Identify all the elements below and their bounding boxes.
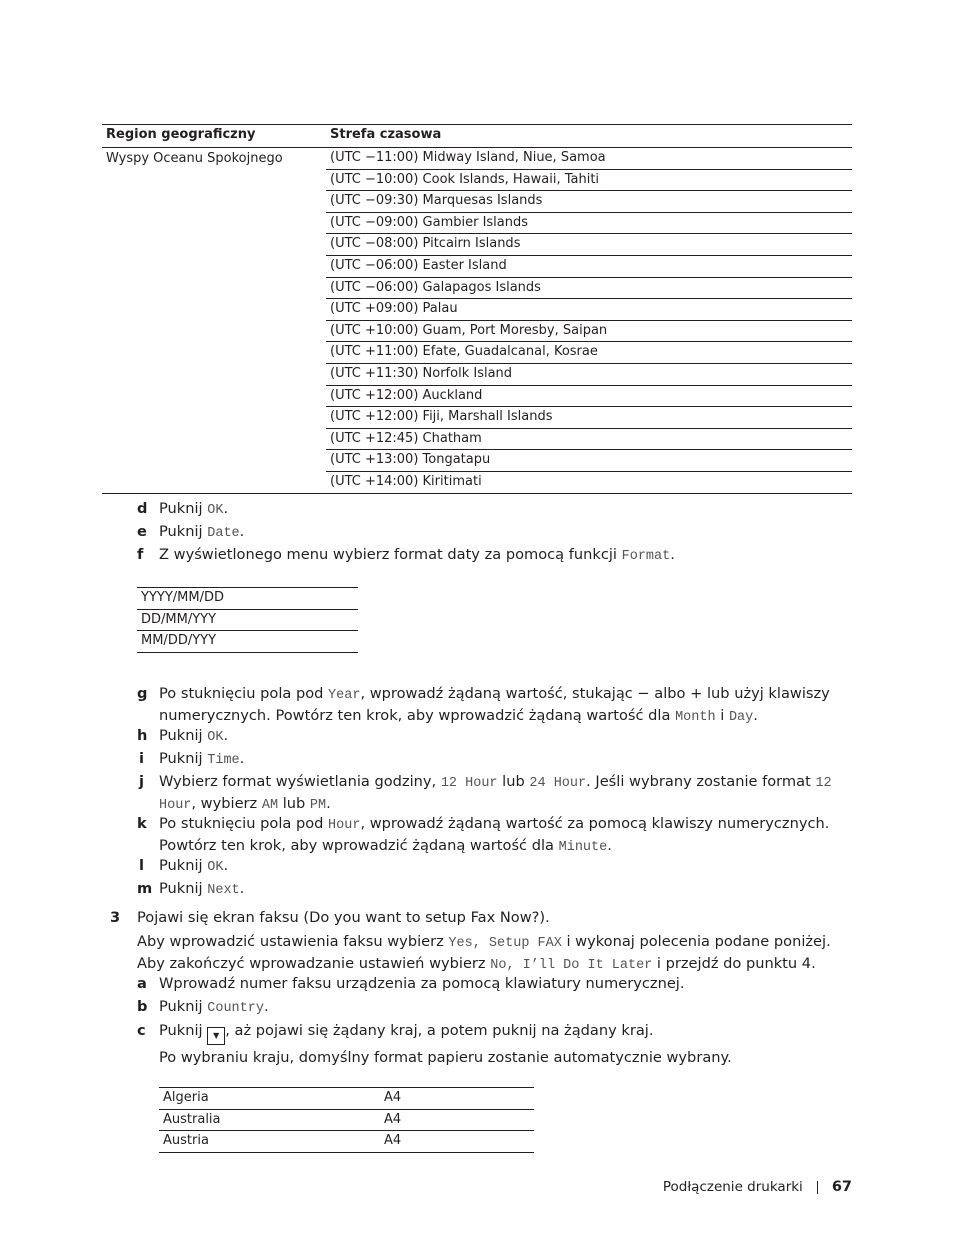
code-format: Format bbox=[621, 549, 671, 564]
step-text: Wprowadź numer faksu urządzenia za pomocą klawiatury numerycznej. bbox=[159, 975, 685, 992]
table-row: (UTC +11:30) Norfolk Island bbox=[326, 364, 852, 386]
step-letter: c bbox=[137, 1022, 146, 1039]
page-number: 67 bbox=[831, 1179, 852, 1195]
timezone-table-header bbox=[102, 125, 852, 148]
timezone-table bbox=[102, 124, 852, 494]
table-row: DD/MM/YYY bbox=[137, 610, 358, 632]
step-text: Puknij Next. bbox=[159, 880, 245, 898]
step-text: Po stuknięciu pola pod Hour, wprowadź żądaną wartość za pomocą klawiszy numerycznych. Powtórz ten krok, aby wprowadzić żądaną wartość dla Minute. bbox=[159, 815, 830, 855]
table-row: (UTC +10:00) Guam, Port Moresby, Saipan bbox=[326, 321, 852, 343]
step-letter: m bbox=[137, 880, 153, 897]
step-letter: g bbox=[137, 685, 148, 702]
step-letter: f bbox=[137, 546, 144, 563]
step-text: Pojawi się ekran faksu (Do you want to setup Fax Now?). bbox=[137, 909, 550, 926]
down-arrow-icon: ▼ bbox=[207, 1027, 225, 1045]
table-row: (UTC +12:45) Chatham bbox=[326, 429, 852, 451]
timezone-table-body bbox=[102, 148, 852, 494]
table-row: (UTC +11:00) Efate, Guadalcanal, Kosrae bbox=[326, 342, 852, 364]
table-row: (UTC −10:00) Cook Islands, Hawaii, Tahiti bbox=[326, 170, 852, 192]
step-number: 3 bbox=[110, 909, 121, 926]
step-text: Puknij OK. bbox=[159, 857, 229, 875]
step-letter: j bbox=[139, 773, 145, 790]
step-text: Puknij Time. bbox=[159, 750, 245, 768]
step-letter: i bbox=[139, 750, 145, 767]
zone-list bbox=[326, 148, 852, 493]
step-letter: a bbox=[137, 975, 147, 992]
table-row: (UTC −08:00) Pitcairn Islands bbox=[326, 234, 852, 256]
code-ok: OK bbox=[207, 503, 224, 518]
step-letter: k bbox=[137, 815, 147, 832]
table-row: YYYY/MM/DD bbox=[137, 588, 358, 610]
header-zone: Strefa czasowa bbox=[330, 127, 442, 142]
table-row: (UTC +12:00) Auckland bbox=[326, 386, 852, 408]
step-letter: b bbox=[137, 998, 148, 1015]
step-text: Puknij OK. bbox=[159, 500, 229, 518]
step-letter: d bbox=[137, 500, 148, 517]
step-text: Z wyświetlonego menu wybierz format daty za pomocą funkcji Format. bbox=[159, 546, 675, 564]
table-row: (UTC −09:30) Marquesas Islands bbox=[326, 191, 852, 213]
step-text: Aby wprowadzić ustawienia faksu wybierz Yes, Setup FAX i wykonaj polecenia podane poniżej. Aby zakończyć wprowadzanie ustawień wybierz No, I’ll Do It Later i przejdź do punktu 4. bbox=[137, 933, 831, 973]
footer-divider bbox=[817, 1181, 818, 1194]
step-letter: h bbox=[137, 727, 148, 744]
code-date: Date bbox=[207, 526, 240, 541]
table-row: Australia A4 bbox=[159, 1110, 534, 1132]
step-text: Puknij Date. bbox=[159, 523, 245, 541]
table-row: Austria A4 bbox=[159, 1131, 534, 1153]
step-text: Puknij Country. bbox=[159, 998, 269, 1016]
table-row: (UTC +14:00) Kiritimati bbox=[330, 473, 482, 489]
country-table bbox=[159, 1087, 534, 1153]
step-text: Wybierz format wyświetlania godziny, 12 Hour lub 24 Hour. Jeśli wybrany zostanie format 12 Hour, wybierz AM lub PM. bbox=[159, 773, 832, 813]
step-text: Puknij ▼ , aż pojawi się żądany kraj, a potem puknij na żądany kraj. Po wybraniu kraju, domyślny format papieru zostanie automatycznie wybrany. bbox=[159, 1022, 732, 1066]
table-row: (UTC −06:00) Easter Island bbox=[326, 256, 852, 278]
table-row: (UTC −11:00) Midway Island, Niue, Samoa bbox=[326, 148, 852, 170]
step-text: Puknij OK. bbox=[159, 727, 229, 745]
region-cell: Wyspy Oceanu Spokojnego bbox=[106, 151, 283, 166]
table-row: MM/DD/YYY bbox=[137, 631, 358, 653]
table-row: Algeria A4 bbox=[159, 1088, 534, 1110]
date-format-table bbox=[137, 587, 358, 653]
table-row: (UTC +12:00) Fiji, Marshall Islands bbox=[326, 407, 852, 429]
step-letter: l bbox=[139, 857, 145, 874]
table-row: (UTC −06:00) Galapagos Islands bbox=[326, 278, 852, 300]
table-row: (UTC +09:00) Palau bbox=[326, 299, 852, 321]
step-letter: e bbox=[137, 523, 147, 540]
page-footer bbox=[663, 1179, 852, 1195]
step-text: Po stuknięciu pola pod Year, wprowadź żądaną wartość, stukając − albo + lub użyj klawiszy numerycznych. Powtórz ten krok, aby wprowadzić żądaną wartość dla Month i Day. bbox=[159, 685, 830, 725]
table-row: (UTC +13:00) Tongatapu bbox=[326, 450, 852, 472]
fax-screen-title: Do you want to setup Fax Now? bbox=[309, 909, 540, 926]
header-region: Region geograficzny bbox=[106, 127, 256, 142]
table-row: (UTC −09:00) Gambier Islands bbox=[326, 213, 852, 235]
footer-section: Podłączenie drukarki bbox=[662, 1179, 803, 1195]
